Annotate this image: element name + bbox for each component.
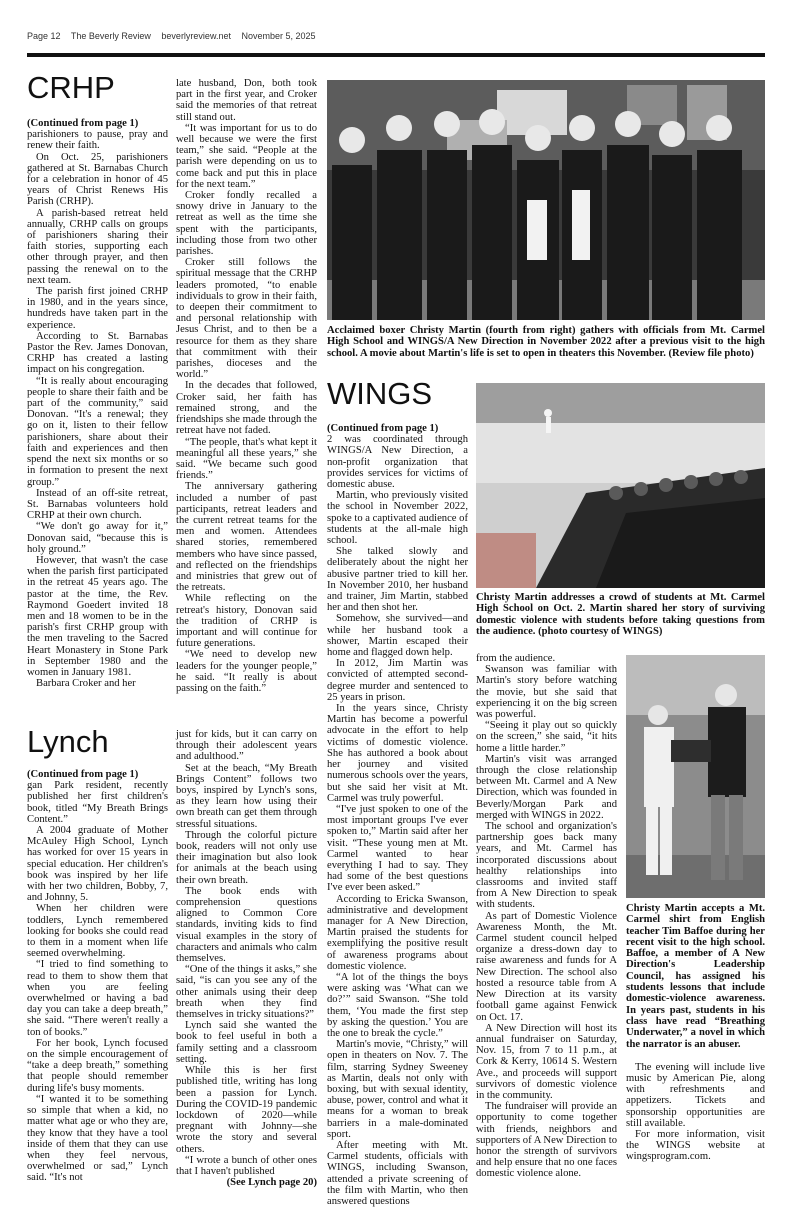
paragraph: (Continued from page 1) — [27, 118, 139, 129]
group-photo — [327, 80, 765, 320]
paragraph: While this is her first published title, writing has long been a passion for Lynch. During the COVID-19 pandemic lockdown of 2020—while pregnant with Johnny—she wrote the story and several others. — [176, 1065, 317, 1155]
crhp-headline: CRHP — [27, 70, 115, 105]
wings-column-1 — [327, 423, 468, 1208]
paragraph: “I wanted it to be something so simple that when a kid, no matter what age or who they are, they know that they have a tool inside of them that they can use when they feel nervous, overwhelmed or sad,” Lynch said. “It's not — [27, 1093, 168, 1184]
paragraph: (Continued from page 1) — [327, 423, 439, 434]
paragraph: “I tried to find something to read to them to show them that when you are feeling overwhelmed or having a bad day you can take a deep breath,” she said. “There weren't really a ton of books.” — [27, 959, 168, 1038]
paragraph: Lynch said she wanted the book to feel useful in both a family setting and a classroom setting. — [176, 1020, 317, 1065]
wings-column-2 — [476, 653, 617, 1195]
issue-date: November 5, 2025 — [241, 31, 316, 41]
paragraph: The evening will include live music by American Pie, along with refreshments and appetizers. Tickets and sponsorship opportunities are still available. — [626, 1061, 765, 1129]
shirt-photo-image — [626, 655, 765, 898]
paragraph: A parish-based retreat held annually, CRHP calls on groups of parishioners sharing their faith stories, supporting each other through prayer, and then passing the renewal on to the next team. — [27, 207, 168, 286]
crhp-column-1 — [27, 118, 168, 708]
paragraph: just for kids, but it can carry on through their adolescent years and adulthood.” — [176, 729, 317, 763]
paragraph: The book ends with comprehension questions aligned to Common Core standards, inviting kids to find visual examples in the story of characters and animals who calm themselves. — [176, 885, 317, 965]
paper-name: The Beverly Review — [70, 31, 151, 41]
paragraph: Barbara Croker and her — [36, 678, 136, 690]
paragraph: (Continued from page 1) — [27, 769, 139, 780]
paragraph: late husband, Don, both took part in the first year, and Croker said the memories of that retreat still stand out. — [176, 78, 317, 123]
paragraph: Instead of an off-site retreat, St. Barnabas volunteers hold CRHP at their own church. — [27, 487, 168, 522]
paragraph: parishioners to pause, pray and renew their faith. — [27, 129, 168, 152]
paragraph: “The people, that's what kept it meaningful all these years,” she said. “We became such good friends.” — [176, 436, 317, 482]
paragraph: In 2012, Jim Martin was convicted of attempted second-degree murder and sentenced to 25 years in prison. — [327, 658, 468, 703]
paragraph: “I've just spoken to one of the most important groups I've ever spoken to,” Martin said after her visit. “These young men at Mt. Carmel wanted to hear everything I had to say. They had some of the best questions I've ever been asked.” — [327, 803, 468, 894]
paragraph: In the years since, Christy Martin has become a powerful advocate in the effort to help victims of domestic violence. She has authored a book about her journey and visited numerous schools over the years, but she said her visit at Mt. Carmel was truly powerful. — [327, 703, 468, 804]
paragraph: gan Park resident, recently published her first children's book, titled “My Breath Brings Content.” — [27, 780, 168, 825]
paragraph: After meeting with Mt. Carmel students, officials with WINGS, including Swanson, attended a private screening of the film with Martin, who then answered questions — [327, 1140, 468, 1208]
paragraph: “It is really about encouraging people to share their faith and be part of the community,” said Donovan. “It's a renewal; they go on it, listen to their fellow parishioners, share about their faith and experiences and then spend the next six months or so in formation to present the next group.” — [27, 375, 168, 488]
paragraph: She talked slowly and deliberately about the night her abusive partner tried to kill her. In November 2010, her husband and trainer, Jim Martin, stabbed her and then shot her. — [327, 546, 468, 614]
assembly-photo — [476, 383, 765, 588]
paragraph: While reflecting on the retreat's history, Donovan said the tradition of CRHP is important and will continue for future generations. — [176, 593, 317, 650]
paragraph: Set at the beach, “My Breath Brings Content” follows two boys, inspired by Lynch's sons, as they learn how using their own breath can get them through stressful situations. — [176, 762, 317, 830]
page-number: Page 12 — [27, 31, 61, 41]
paragraph: The school and organization's partnership goes back many years, and Mt. Carmel has incorporated discussions about healthy relationships into classrooms and invited staff from A New Direction to speak with students. — [476, 821, 617, 911]
wings-column-3 — [626, 903, 765, 1195]
paragraph: “A lot of the things the boys were asking was ‘What can we do?’” said Swanson. “She told them, ‘You made the first step by asking the question.’ You are the one to break the cycle.” — [327, 971, 468, 1039]
paragraph: On Oct. 25, parishioners gathered at St. Barnabas Church for a celebration in honor of 45 years of Christ Renews His Parish (CRHP). — [27, 151, 168, 208]
paragraph: Martin's visit was arranged through the close relationship between Mt. Carmel and A New Direction, which was founded in Beverly/Morgan Park and merged with WINGS in 2022. — [476, 753, 617, 821]
paragraph: Somehow, she survived—and while her husband took a shower, Martin escaped their home and flagged down help. — [327, 613, 468, 659]
paragraph: As part of Domestic Violence Awareness Month, the Mt. Carmel student council helped organize a dress-down day to raise awareness and funds for A New Direction. The school also hosted a resource table from A New Direction at its varsity football game against Fenwick on Oct. 17. — [476, 910, 617, 1023]
paragraph: from the audience. — [476, 653, 556, 664]
assembly-photo-caption: Christy Martin addresses a crowd of students at Mt. Carmel High School on Oct. 2. Martin shared her story of surviving domestic violence with students before taking questions from the audience. (photo courtesy of WINGS) — [476, 592, 765, 637]
paragraph: Martin's movie, “Christy,” will open in theaters on Nov. 7. The film, starring Sydney Sweeney as Martin, deals not only with boxing, but with sexual identity, abuse, power, control and what it means for a woman to break barriers in a male-dominated sport. — [327, 1039, 468, 1140]
paragraph: 2 was coordinated through WINGS/A New Direction, a non-profit organization that provides services for victims of domestic abuse. — [327, 434, 468, 491]
paragraph: “We need to develop new leaders for the younger people,” he said. “It really is about passing on the faith.” — [176, 649, 317, 694]
paragraph: Martin, who previously visited the school in November 2022, spoke to a captivated audience of students at the all-male high school. — [327, 490, 468, 547]
paragraph: “Seeing it play out so quickly on the screen,” she said, “it hits home a little harder.” — [476, 720, 617, 754]
group-photo-caption: Acclaimed boxer Christy Martin (fourth from right) gathers with officials from Mt. Carmel High School and WINGS/A New Direction in November 2022 after a previous visit to the high school. A movie about Martin's life is set to open in theaters this November. (Review file photo) — [327, 325, 765, 359]
header-rule — [27, 53, 765, 57]
paragraph: Croker fondly recalled a snowy drive in January to the retreat as well as the time she spent with the participants, including those from two other parishes. — [176, 190, 317, 258]
paragraph: The anniversary gathering included a number of past participants, retreat leaders and the current retreat teams for the men and women. Attendees shared stories, remembered members who have since passed, and reflected on the friendships and ministries that grew out of the retreats. — [176, 481, 317, 594]
paragraph: Swanson was familiar with Martin's story before watching the movie, but she said that experiencing it on the big screen was powerful. — [476, 664, 617, 721]
group-photo-image — [327, 80, 765, 320]
paragraph: “It was important for us to do well because we were the first team,” she said. “People at the parish were depending on us to come back and put this in place for the next team.” — [176, 122, 317, 190]
paragraph: A 2004 graduate of Mother McAuley High School, Lynch has worked for over 15 years in special education. Her children's book was inspired by her life with her two children, Bobby, 7, and Johnny, 5. — [27, 825, 168, 904]
paragraph: However, that wasn't the case when the parish first participated in the retreat 45 years ago. The pastor at the time, the Rev. Raymond Goedert invited 18 men and 18 women to be in the parish's first CRHP group with the men traveling to the Sacred Heart Monastery in Stone Park in September 1980 and the women in January 1981. — [27, 554, 168, 678]
lynch-jump-line[interactable]: (See Lynch page 20) — [226, 1177, 317, 1189]
paragraph: “I wrote a bunch of other ones that I haven't published — [176, 1154, 317, 1177]
shirt-photo — [626, 655, 765, 898]
wings-headline: WINGS — [327, 376, 433, 411]
paragraph: “One of the things it asks,” she said, “is can you see any of the other animals using their deep breath when they find themselves in tricky situations?” — [176, 964, 317, 1021]
paragraph: “We don't go away for it,” Donovan said, “because this is holy ground.” — [27, 521, 168, 555]
masthead — [27, 31, 765, 41]
paragraph: When her children were toddlers, Lynch remembered looking for books she could read to them in a moment when life seemed overwhelming. — [27, 903, 168, 960]
paragraph: In the decades that followed, Croker said, her faith has remained strong, and the friendships she made through the retreat have not faded. — [176, 380, 317, 437]
lynch-column-1 — [27, 769, 168, 1195]
crhp-column-2 — [176, 78, 317, 708]
paragraph: For her book, Lynch focused on the simple encouragement of “take a deep breath,” something that people should remember during life's busy moments. — [27, 1037, 168, 1094]
paragraph: The fundraiser will provide an opportunity to come together with friends, neighbors and supporters of A New Direction to honor the strength of survivors and help ensure that no one faces domestic violence alone. — [476, 1101, 617, 1180]
paragraph: Through the colorful picture book, readers will not only use their imagination but also look for animals at the beach using their own breath. — [176, 829, 317, 886]
paragraph: The parish first joined CRHP in 1980, and in the years since, hundreds have taken part in the experience. — [27, 286, 168, 331]
assembly-photo-image — [476, 383, 765, 588]
lynch-column-2 — [176, 729, 317, 1205]
paragraph: For more information, visit the WINGS website at wingsprogram.com. — [626, 1129, 765, 1163]
paragraph: A New Direction will host its annual fundraiser on Saturday, Nov. 15, from 7 to 11 p.m., at Cork & Kerry, 10614 S. Western Ave., and proceeds will support survivors of domestic violence in the community. — [476, 1022, 617, 1101]
paragraph: Croker still follows the spiritual message that the CRHP leaders promoted, “to enable individuals to grow in their faith, to deepen their commitment to and personal relationship with Jesus Christ, and to then be a resource for them as they share that commitment with their parishes, dioceses and the world.” — [176, 257, 317, 381]
shirt-photo-caption: Christy Martin accepts a Mt. Carmel shirt from English teacher Tim Baffoe during her recent visit to the high school. Baffoe, a member of A New Direction's Leadership Council, has assigned his students lessons that include domestic-violence awareness. In years past, students in his class have read “Breathing Underwater,” a novel in which the narrator is an abuser. — [626, 903, 765, 1050]
lynch-headline: Lynch — [27, 724, 109, 759]
paragraph: According to St. Barnabas Pastor the Rev. James Donovan, CRHP has created a lasting impact on his congregation. — [27, 330, 168, 376]
site-link[interactable]: beverlyreview.net — [161, 31, 231, 41]
paragraph: According to Ericka Swanson, administrative and development manager for A New Direction, Martin praised the students for exemplifying the positive result of awareness programs about domestic violence. — [327, 893, 468, 972]
